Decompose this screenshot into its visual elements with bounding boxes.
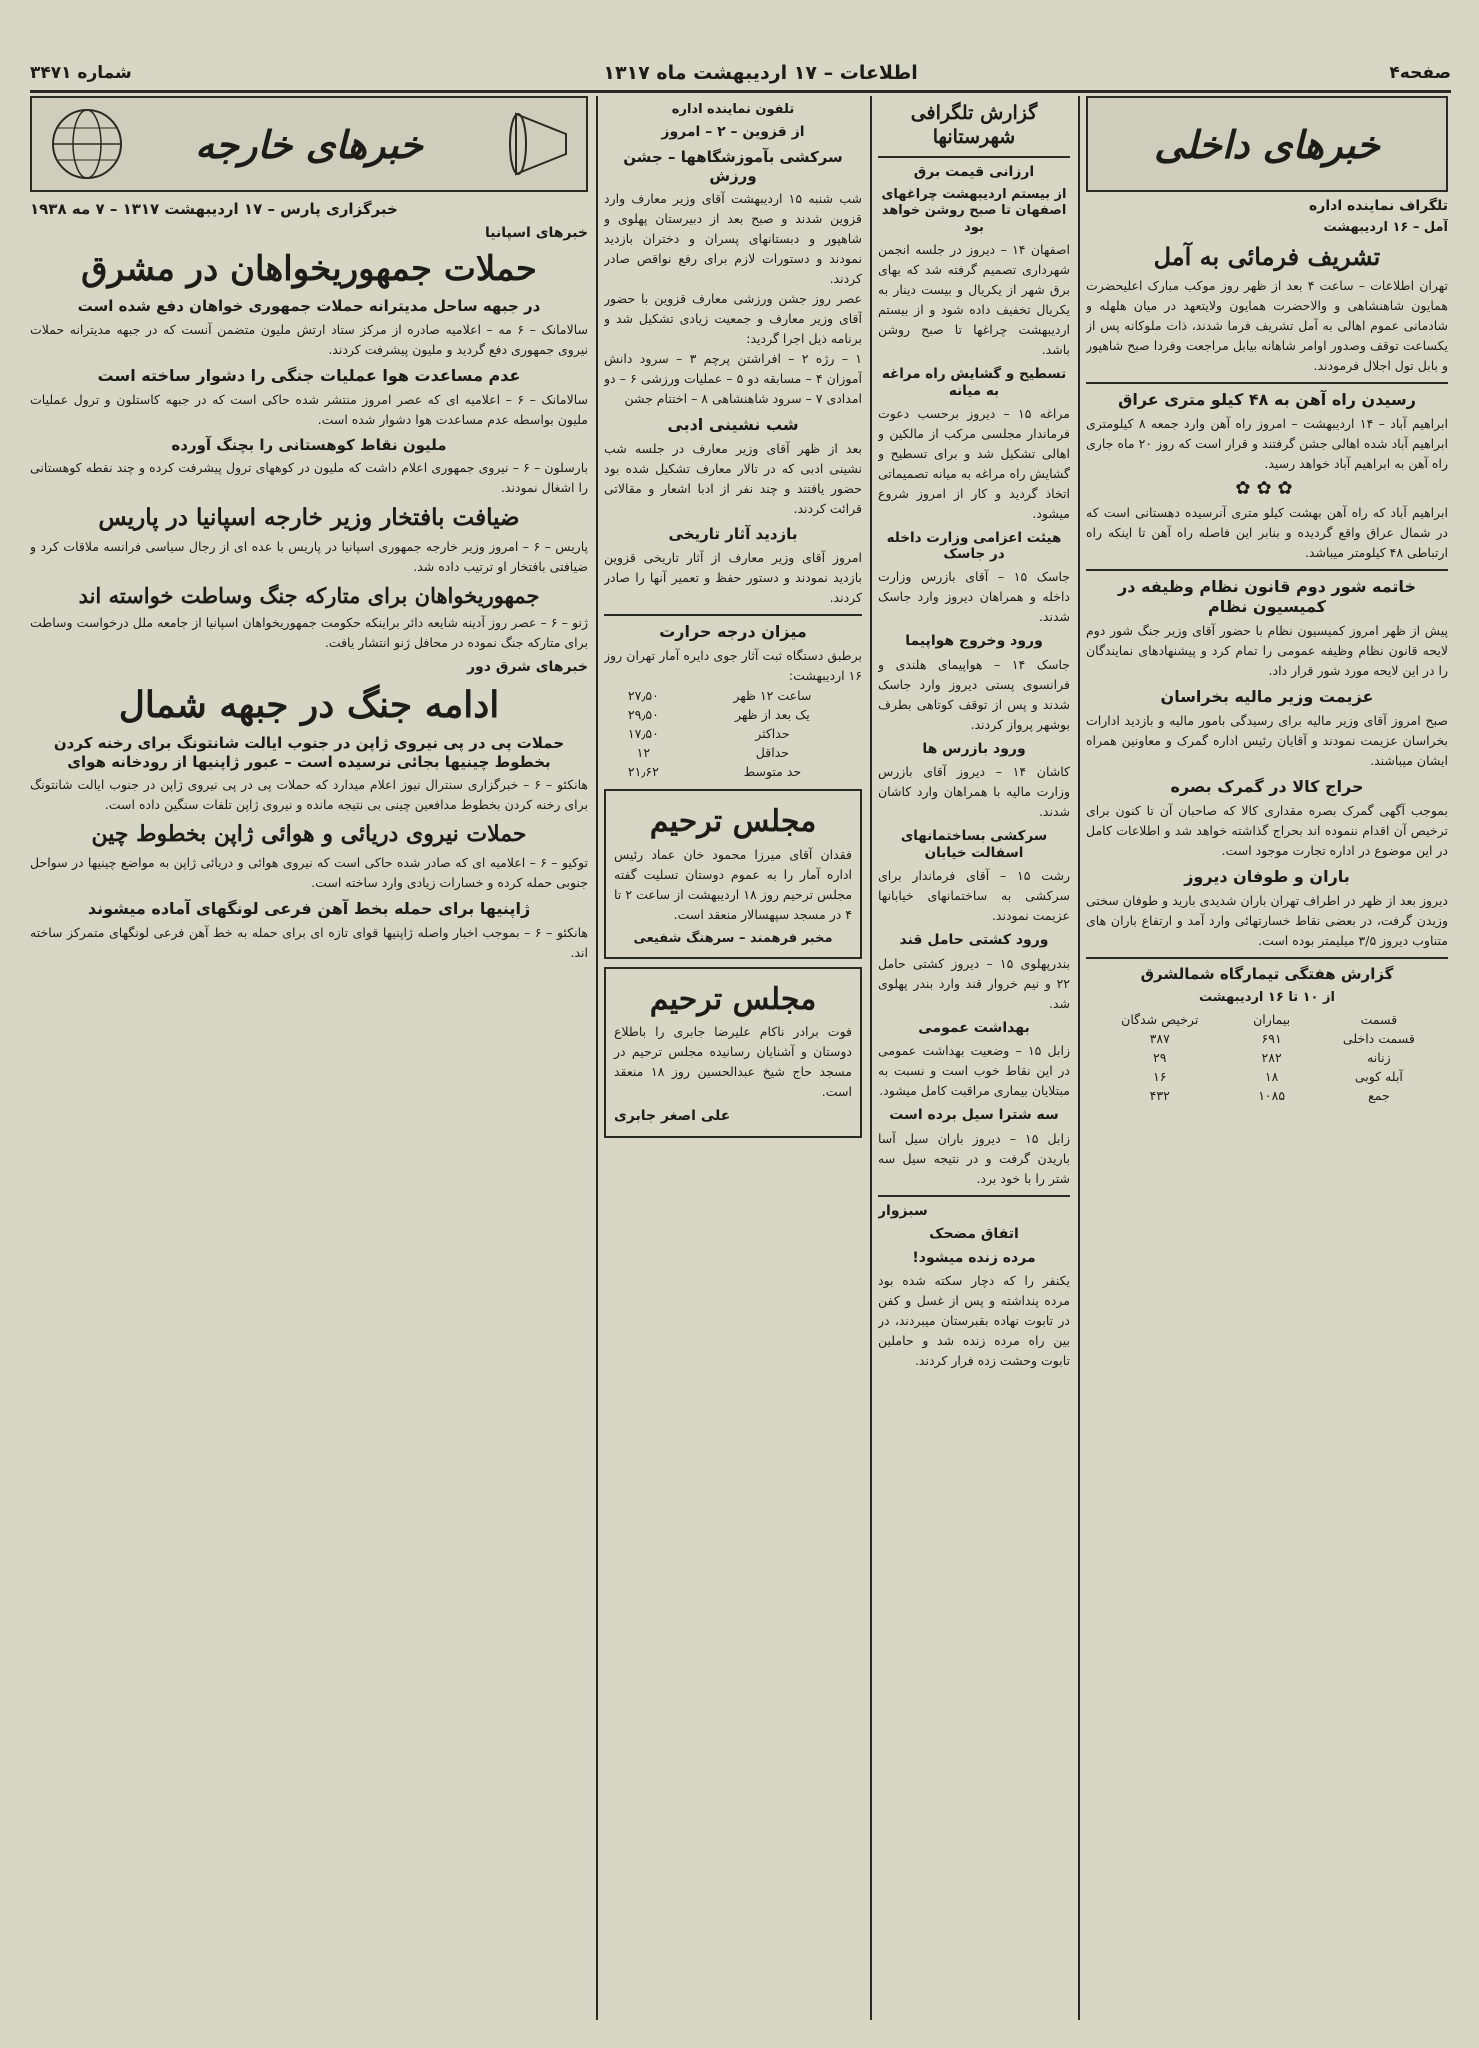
page-number: صفحه۴	[1389, 63, 1451, 83]
divider	[878, 156, 1070, 158]
table-cell: ۲۱٫۶۲	[627, 764, 659, 779]
gramophone-horn-icon	[506, 104, 576, 184]
headline-lunghai-railway: ژاپنیها برای حمله بخط آهن فرعی لونگهای آماده میشوند	[87, 898, 531, 918]
article-literary-evening: بعد از ظهر آقای وزیر معارف در جلسه شب نشینی ادبی که در تالار معارف تشکیل شده بود حضور یافتند و چند نفر از ادبا اشعار و مقالاتی قرائت کردند.	[604, 441, 862, 517]
headline-jask-delegation: هیئت اعزامی وزارت داخله در جاسک	[886, 529, 1062, 563]
headline-weather-operations: عدم مساعدت هوا عملیات جنگی را دشوار ساخته است	[97, 365, 521, 385]
date-line: اطلاعات – ۱۷ اردیبهشت ماه ۱۳۱۷	[603, 62, 918, 84]
table-cell: ۱۷٫۵۰	[627, 726, 659, 741]
memorial-text: فوت برادر ناکام علیرضا جابری را باطلاع دوستان و آشنایان رسانیده مجلس ترحیم در مسجد حاج شیخ عبدالحسین روز ۱۸ منعقد است.	[614, 1024, 853, 1100]
table-row	[604, 743, 862, 762]
article-railway: ابراهیم آباد – ۱۴ اردیبهشت – امروز راه آهن وارد جمعه ۸ کیلومتری ابراهیم آباد شده اهالی جشن گرفتند و قرار است که روز ۲۰ ماه جاری راه آهن به ابراهیم آباد خواهد رسید.	[1086, 415, 1448, 471]
article-street-works: رشت ۱۵ – آقای فرماندار برای سرکشی به ساختمانهای خیابانها عزیمت نمودند.	[878, 868, 1070, 923]
article-paris-reception: پاریس – ۶ – امروز وزیر خارجه جمهوری اسپانیا در پاریس با عده ای از رجال سیاسی فرانسه ملاقات کرد و ضیافتی بافتخار او ترتیب داده شد.	[30, 539, 588, 574]
headline-republican-attacks: حملات جمهوریخواهان در مشرق	[81, 249, 537, 290]
issue-number: شماره ۳۴۷۱	[30, 63, 132, 83]
headline-rain-storm: باران و طوفان دیروز	[1184, 866, 1350, 886]
article-qazvin-schools: شب شنبه ۱۵ اردیبهشت آقای وزیر معارف وارد قزوین شدند و صبح بعد از دبیرستان پهلوی و شاهپور و دبستانهای پسران و دختران بازدید نمودند و دستورات لازم برای رفع نواقص صادر کردند.	[604, 191, 862, 287]
article-rain-storm: دیروز بعد از ظهر در اطراف تهران باران شدیدی بارید و طوفان سختی وزیدن گرفت، در بعضی نقاط خسارتهائی وارد آمد و ارتفاع باران های متناوب دیروز ۳/۵ میلیمتر بوده است.	[1086, 892, 1448, 948]
globe-icon	[42, 104, 132, 184]
memorial-notice	[604, 967, 862, 1138]
article-flood-camels: زابل ۱۵ – دیروز باران سیل آسا باریدن گرفت و در نتیجه سیل سه شتر را با خود برد.	[878, 1130, 1070, 1186]
middle-column	[604, 96, 862, 2020]
memorial-signature: مخبر فرهمند – سرهنگ شفیعی	[633, 930, 833, 946]
table-row	[604, 705, 862, 724]
column-rule	[1078, 96, 1080, 2020]
headline-cities: گزارش تلگرافی شهرستانها	[910, 102, 1038, 148]
table-cell: ۲۷٫۵۰	[627, 688, 659, 703]
table-cell: ۳۸۷	[1149, 1030, 1170, 1046]
report-range: از ۱۰ تا ۱۶ اردیبهشت	[1199, 989, 1335, 1005]
hospital-report-table	[1086, 1010, 1448, 1105]
section-spain: خبرهای اسپانیا	[485, 224, 588, 241]
article-historic-sites: امروز آقای وزیر معارف از آثار تاریخی قزوین بازدید نمودند و دستور حفظ و تعمیر آنها را صادر کردند.	[604, 550, 862, 605]
memorial-text: فقدان آقای میرزا محمود خان عماد رئیس اداره آمار را به عموم دوستان تسلیت گفته مجلس ترحیم روز ۱۸ اردیبهشت از ساعت ۲ تا ۴ در مسجد سپهسالار منعقد است.	[614, 846, 853, 922]
headline-armistice-mediation: جمهوریخواهان برای متارکه جنگ وساطت خواسته اند	[78, 583, 540, 608]
headline-public-health: بهداشت عمومی	[918, 1019, 1030, 1036]
star-ornament: ✿✿✿	[1235, 477, 1299, 499]
table-cell: قسمت داخلی	[1342, 1030, 1415, 1046]
section-far-east: خبرهای شرق دور	[467, 659, 588, 676]
headline-conscription: خاتمه شور دوم قانون نظام وظیفه در کمیسیون نظام	[1118, 576, 1416, 616]
headline-qazvin-schools: سرکشی بآموزشگاهها – جشن ورزش	[623, 147, 843, 185]
table-cell: ۲۹	[1153, 1049, 1167, 1065]
table-row	[1086, 1067, 1448, 1086]
table-cell: ۶۹۱	[1261, 1030, 1282, 1046]
table-row	[1086, 1086, 1448, 1105]
dateline-sabzevar: سبزوار	[878, 1202, 928, 1219]
article-electricity: اصفهان ۱۴ – دیروز در جلسه انجمن شهرداری تصمیم گرفته شد که بهای برق شهر از یکریال و بیست دینار به یکریال تخفیف داده شود و از بیستم اردیبهشت چراغها تا صبح روشن باشد.	[878, 241, 1070, 357]
article-finance-minister: صبح امروز آقای وزیر مالیه برای رسیدگی بامور مالیه و بازدید ادارات بخراسان عزیمت نمودند و آقایان رئیس اداره گمرک و معاونین همراه ایشان میباشند.	[1086, 712, 1448, 768]
headline-railway: رسیدن راه آهن به ۴۸ کیلو متری عراق	[1118, 389, 1416, 409]
article-lunghai-railway: هانکئو – ۶ – بموجب اخبار واصله ژاپنیها قوای تازه ای برای حمله به خط آهن فرعی لونگهای متمرکز ساخته اند.	[30, 924, 588, 960]
headline-historic-sites: بازدید آثار تاریخی	[668, 525, 798, 544]
table-header-row	[1086, 1010, 1448, 1029]
subheadline-dead-revived: مرده زنده میشود!	[912, 1249, 1036, 1266]
domestic-column	[1086, 96, 1448, 2020]
foreign-column	[30, 96, 588, 2020]
headline-hospital-report: گزارش هفتگی تیمارگاه شمالشرق	[1140, 964, 1394, 983]
article-northern-front: هانکئو – ۶ – خبرگزاری سنترال نیوز اعلام میدارد که حملات پی در پی نیروی ژاپن در جنوب ایالت شانتونگ برای رخنه کردن بخطوط مدافعین چینی بی نتیجه مانده و نیروی ژاپن تلفات سنگین داده است.	[30, 777, 588, 813]
headline-literary-evening: شب نشینی ادبی	[667, 415, 799, 435]
festival-program: ۱ – رژه ۲ – افراشتن پرچم ۳ – سرود دانش آموزان ۴ – مسابقه دو ۵ – عملیات ورزشی ۶ – دو امدادی ۷ – سرود شاهنشاهی ۸ – اختتام جشن	[604, 351, 862, 407]
divider	[1086, 957, 1448, 959]
table-cell: زنانه	[1367, 1049, 1391, 1065]
column-rule	[596, 96, 598, 2020]
subheadline-republican-attacks: در جبهه ساحل مدیترانه حملات جمهوری خواهان دفع شده است	[77, 296, 541, 315]
headline-electricity: ارزانی قیمت برق	[913, 163, 1035, 180]
article-conscription: پیش از ظهر امروز کمیسیون نظام با حضور آقای وزیر جنگ شور دوم لایحه قانون نظام وظیفه عمومی را تمام کرد و پیشنهادهای نمایندگان را در این لایحه مورد شور قرار داد.	[1086, 622, 1448, 678]
memorial-signature: علی اصغر جابری	[614, 1108, 731, 1125]
table-header-cell: ترخیص شدگان	[1121, 1011, 1199, 1027]
divider	[878, 1195, 1070, 1197]
article-ibrahimabad: ابراهیم آباد که راه آهن بهشت کیلو متری آنرسیده دهستانی است که در شمال عراق واقع گردیده و بنابر این فاصله راه آهن تا اینکه راه ارتباطی ۴۸ کیلومتر میباشد.	[1086, 504, 1448, 560]
headline-japan-naval-air: حملات نیروی دریائی و هوائی ژاپن بخطوط چین	[91, 821, 527, 848]
headline-finance-minister: عزیمت وزیر مالیه بخراسان	[1160, 686, 1374, 706]
table-cell: حداقل	[755, 745, 789, 760]
table-cell: حداکثر	[755, 726, 790, 741]
headline-maragheh-road: تسطیح و گشایش راه مراغه به میانه	[881, 365, 1067, 399]
headline-northern-front: ادامه جنگ در جبهه شمال	[118, 683, 500, 726]
headline-street-works: سرکشی بساختمانهای اسفالت خیابان	[900, 828, 1048, 862]
qazvin-dateline: از قزوین – ۲ – امروز	[661, 124, 805, 141]
article-weather-operations: سالامانک – ۶ – اعلامیه ای که عصر امروز منتشر شده حاکی است که در جبهه کاستلون و ترول عملیات ملیون بواسطه عدم مساعدت هوا دشوار شده است.	[30, 391, 588, 427]
temperature-intro: برطبق دستگاه ثبت آثار جوی دایره آمار تهران روز ۱۶ اردیبهشت:	[604, 648, 862, 683]
memorial-title: مجلس ترحیم	[649, 981, 817, 1017]
column-rule	[870, 96, 872, 2020]
headline-temperature: میزان درجه حرارت	[659, 622, 807, 641]
table-cell: ۲۹٫۵۰	[627, 707, 659, 722]
table-cell: ۱۲	[636, 745, 651, 760]
article-maragheh-road: مراغه ۱۵ – دیروز برحسب دعوت فرماندار مجلسی مرکب از مالکین و اهالی تشکیل شد و برای تسطیح و گشایش راه مراغه به میانه تصمیماتی اتخاذ گردید و کار از امروز شروع میشود.	[878, 405, 1070, 521]
table-cell: ۱۸	[1264, 1068, 1279, 1084]
headline-nationalists-mountains: ملیون نقاط کوهستانی را بچنگ آورده	[171, 435, 447, 454]
table-cell: آبله کوبی	[1354, 1068, 1403, 1084]
cities-column	[878, 96, 1070, 2020]
foreign-banner-title: خبرهای خارجه	[195, 121, 423, 167]
subheadline-northern-front: حملات پی در پی نیروی ژاپن در جنوب ایالت شانتونگ برای رخنه کردن بخطوط چینیها بجائی نرسیده است – عبور ژاپنیها از رودخانه هوای	[53, 733, 565, 771]
domestic-date: آمل – ۱۶ اردیبهشت	[1323, 219, 1448, 235]
table-cell: ساعت ۱۲ ظهر	[733, 688, 812, 703]
headline-aircraft: ورود وخروج هواپیما	[905, 633, 1043, 650]
divider	[604, 614, 862, 616]
article-public-health: زابل ۱۵ – وضعیت بهداشت عمومی در این نقاط خوب است و نسبت به مبتلایان بیماری مراقبت کامل میشود.	[878, 1043, 1070, 1098]
subheadline-electricity: از بیستم اردیبهشت چراغهای اصفهان تا صبح روشن خواهد بود	[881, 187, 1067, 235]
article-amol: تهران اطلاعات – ساعت ۴ بعد از ظهر روز موکب مبارک اعلیحضرت همایون شاهنشاهی و والاحضرت همایون ولایتعهد در میان هلهله و شادمانی عموم اهالی به آمل تشریف فرما شدند، ذات ملوکانه پس از یکساعت توقف وصدور اوامر شاهانه بیابل مراجعت وفردا صبح شاهپور و بابل تول اجلال فرمودند.	[1086, 277, 1448, 373]
article-nationalists-mountains: بارسلون – ۶ – نیروی جمهوری اعلام داشت که ملیون در کوههای ترول پیشرفت کرده و چند نقطه کوهستانی را اشغال نمودند.	[30, 460, 588, 496]
table-row	[604, 686, 862, 705]
masthead	[30, 56, 1451, 93]
headline-basra-auction: حراج کالا در گمرک بصره	[1170, 776, 1364, 796]
article-basra-auction: بموجب آگهی گمرک بصره مقداری کالا که صاحبان آن تا کنون برای ترخیص آن اقدام ننموده اند بحراج گذاشته خواهد شد و اطلاعات کامل در این موضوع در اداره تجارت موجود است.	[1086, 802, 1448, 858]
table-row	[1086, 1048, 1448, 1067]
table-row	[1086, 1029, 1448, 1048]
domestic-banner-title: خبرهای داخلی	[1154, 121, 1380, 167]
divider	[1086, 382, 1448, 384]
article-dead-revived: یکنفر را که دچار سکته شده بود مرده پنداشته و پس از غسل و کفن در تابوت نهاده بقبرستان میبردند، در بین راه مرده زنده شد و حاملین تابوت وحشت زده فرار کردند.	[878, 1273, 1070, 1368]
table-cell: جمع	[1368, 1087, 1390, 1103]
table-row	[604, 762, 862, 781]
article-republican-attacks: سالامانک – ۶ مه – اعلامیه صادره از مرکز ستاد ارتش ملیون متضمن آنست که در جبهه مدیترانه حملات نیروی جمهوری دفع گردید و ملیون پیشرفت کردند.	[30, 321, 588, 357]
article-armistice-mediation: ژنو – ۶ – عصر روز آدینه شایعه دائر براینکه حکومت جمهوریخواهان اسپانیا از جامعه ملل درخواست وساطت برای متارکه جنگ نموده در محافل ژنو انتشار یافت.	[30, 615, 588, 651]
table-cell: ۱۶	[1153, 1068, 1167, 1084]
table-header-cell: بیماران	[1253, 1011, 1291, 1027]
article-sports-festival: عصر روز جشن ورزشی معارف قزوین با حضور آقای وزیر معارف و جمعیت زیادی تشکیل شد و برنامه ذیل اجرا گردید:	[604, 291, 862, 347]
table-header-cell: قسمت	[1360, 1011, 1398, 1027]
table-cell: ۲۸۲	[1261, 1049, 1282, 1065]
article-japan-naval-air: توکیو – ۶ – اعلامیه ای که صادر شده حاکی است که نیروی هوائی و دریائی ژاپن به مواضع چینیها در سواحل جنوبی حمله کرده و خسارات زیادی وارد ساخته است.	[30, 854, 588, 890]
memorial-title: مجلس ترحیم	[649, 804, 817, 839]
article-aircraft: جاسک ۱۴ – هواپیمای هلندی و فرانسوی پستی دیروز وارد جاسک شدند و پس از توقف کوتاهی بطرف بوشهر پرواز کردند.	[878, 656, 1070, 732]
phone-agency: تلفون نماینده اداره	[671, 102, 795, 117]
headline-flood-camels: سه شترا سیل برده است	[889, 1107, 1059, 1123]
domestic-banner	[1086, 96, 1448, 192]
foreign-agency: خبرگزاری پارس – ۱۷ اردیبهشت ۱۳۱۷ – ۷ مه ۱۹۳۸	[30, 200, 398, 218]
article-jask-delegation: جاسک ۱۵ – آقای بازرس وزارت داخله و همراهان دیروز وارد جاسک شدند.	[878, 569, 1070, 625]
foreign-banner	[30, 96, 588, 192]
table-cell: ۴۳۲	[1149, 1087, 1170, 1103]
headline-amol: تشریف فرمائی به آمل	[1153, 241, 1381, 271]
headline-funny-incident: اتفاق مضحک	[929, 1226, 1019, 1242]
table-cell: حد متوسط	[743, 764, 802, 779]
divider	[1086, 569, 1448, 571]
table-cell: ۱۰۸۵	[1258, 1087, 1286, 1103]
table-cell: یک بعد از ظهر	[734, 707, 810, 722]
memorial-notice	[604, 789, 862, 959]
article-sugar-ship: بندرپهلوی ۱۵ – دیروز کشتی حامل ۲۲ و نیم خروار قند وارد بندر پهلوی شد.	[878, 955, 1070, 1011]
headline-paris-reception: ضیافت بافتخار وزیر خارجه اسپانیا در پاریس	[98, 504, 520, 532]
headline-sugar-ship: ورود کشتی حامل قند	[899, 932, 1049, 948]
temperature-table	[604, 686, 862, 781]
table-row	[604, 724, 862, 743]
article-inspectors: کاشان ۱۴ – دیروز آقای بازرس وزارت مالیه با همراهان وارد کاشان شدند.	[878, 764, 1070, 820]
domestic-agency: تلگراف نماینده اداره	[1309, 198, 1448, 214]
headline-inspectors: ورود بازرس ها	[922, 740, 1026, 757]
